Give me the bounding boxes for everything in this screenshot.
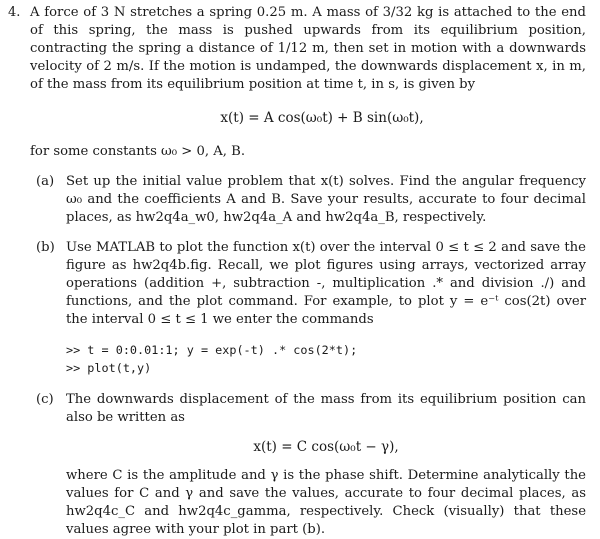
displacement-equation: x(t) = A cos(ω₀t) + B sin(ω₀t), [220,110,424,126]
part-c-text-after: where C is the amplitude and γ is the phase shift. Determine analytically the values for C and γ and save the values, accurate to four decimal places, as hw2q4c_C and hw2q4c_gamma, respectively. Check (visually) that these values agree with your plot in part (b). [66,468,586,537]
matlab-code-block [66,341,586,377]
part-b-label: (b) [36,240,55,255]
code-line-1: >> t = 0:0.01:1; y = exp(-t) .* cos(2*t); [66,343,358,357]
question-intro: A force of 3 N stretches a spring 0.25 m. A mass of 3/32 kg is attached to the end of this spring, the mass is pushed upwards from its equilibrium position, contracting the spring a distance of 1/12 m, then set in motion with a downwards velocity of 2 m/s. If the motion is undamped, the downwards displacement x, in m, of the mass from its equilibrium position at time t, in s, is given by [30,5,586,92]
part-c-text-before: The downwards displacement of the mass from its equilibrium position can also be written as [66,392,586,425]
part-c-label: (c) [36,392,54,407]
parts-list [30,173,586,539]
question-number: 4. [8,5,21,20]
part-b-text: Use MATLAB to plot the function x(t) over the interval 0 ≤ t ≤ 2 and save the figure as hw2q4b.fig. Recall, we plot figures using arrays, vectorized array operations (addition +, subtraction -, multiplication .* and division ./) and functions, and the plot command. For example, to plot y = e⁻ᵗ cos(2t) over the interval 0 ≤ t ≤ 1 we enter the commands [66,240,586,327]
code-line-2: >> plot(t,y) [66,361,152,375]
question-body [30,0,586,539]
part-a [36,173,586,227]
question-4 [8,0,586,539]
constants-line: for some constants ω₀ > 0, A, B. [30,144,246,159]
part-b [36,239,586,379]
part-a-label: (a) [36,174,55,189]
part-c [36,391,586,539]
amplitude-phase-equation: x(t) = C cos(ω₀t − γ), [253,439,399,455]
part-a-text: Set up the initial value problem that x(t) solves. Find the angular frequency ω₀ and the coefficients A and B. Save your results, accurate to four decimal places, as hw2q4a_w0, hw2q4a_A and hw2q4a_B, respectively. [66,174,586,225]
